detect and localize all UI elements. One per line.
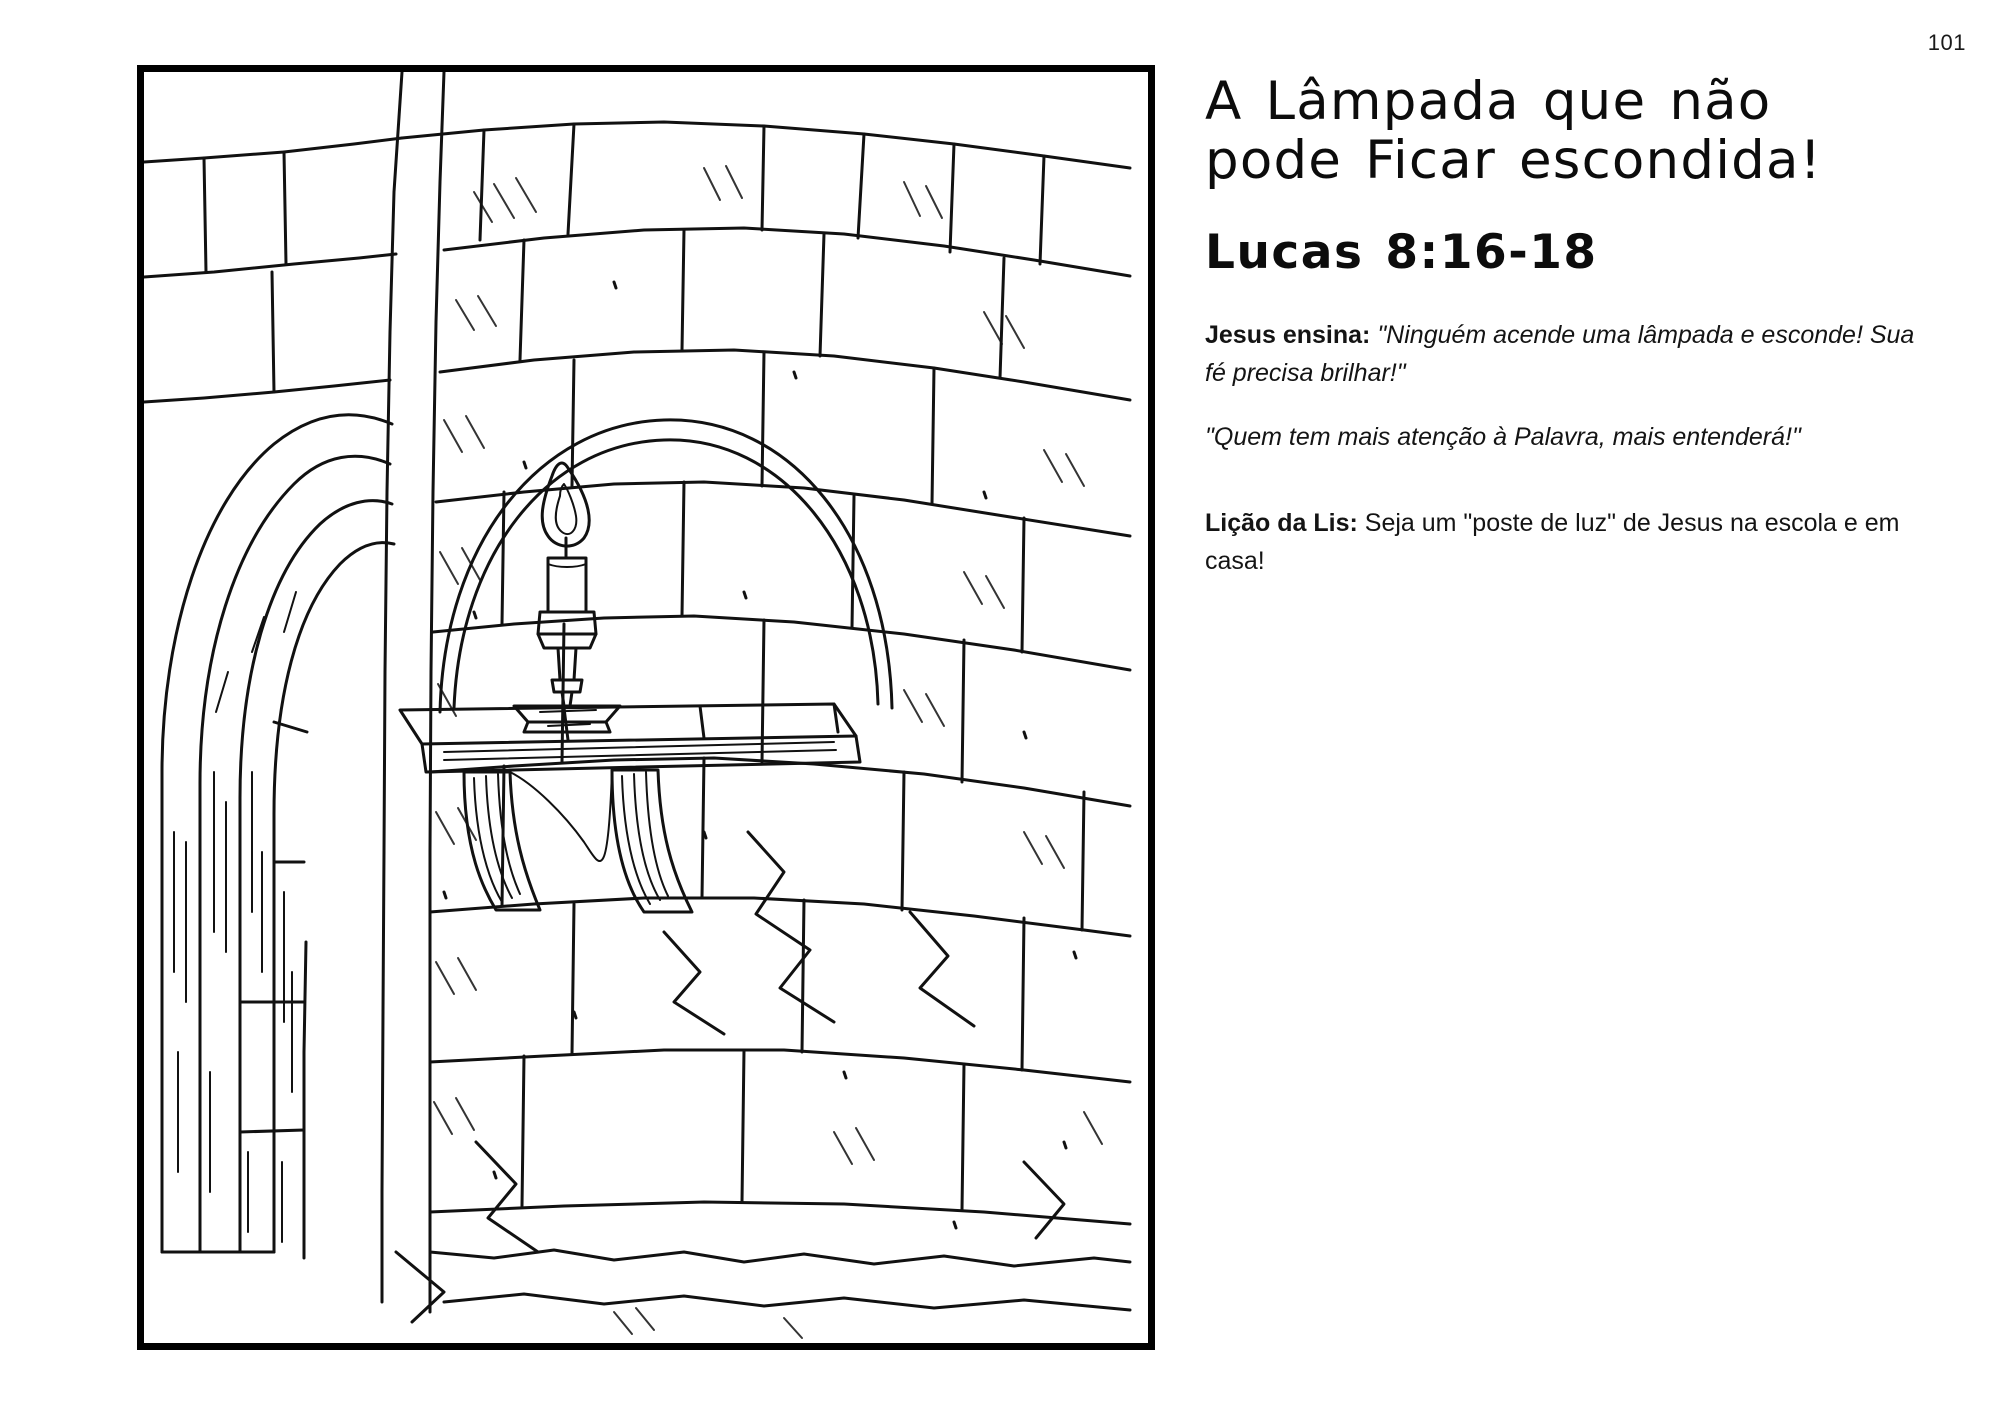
text-column <box>1205 72 1925 606</box>
paragraph-text-licao: Seja um "poste de luz" de Jesus na escola e em casa! <box>1205 508 1900 575</box>
paragraph-lead-licao: Lição da Lis: <box>1205 508 1358 537</box>
lesson-title: A Lâmpada que não pode Ficar escondida! <box>1205 71 1823 192</box>
stone-wall-lamp-illustration <box>144 72 1148 1343</box>
paragraph-jesus-ensina <box>1205 316 1925 392</box>
page-number: 101 <box>1927 30 1966 55</box>
bible-reference: Lucas 8:16-18 <box>1205 224 1598 280</box>
paragraph-quote-jesus: "Ninguém acende uma lâmpada e esconde! Sua fé precisa brilhar!" <box>1205 320 1915 387</box>
paragraph-quem-tem-mais-atencao <box>1205 418 1925 456</box>
paragraph-quote-atencao: "Quem tem mais atenção à Palavra, mais entenderá!" <box>1205 422 1801 451</box>
illustration-panel <box>137 65 1155 1350</box>
paragraph-licao-da-lis <box>1205 504 1925 580</box>
paragraph-lead-jesus: Jesus ensina: <box>1205 320 1371 349</box>
